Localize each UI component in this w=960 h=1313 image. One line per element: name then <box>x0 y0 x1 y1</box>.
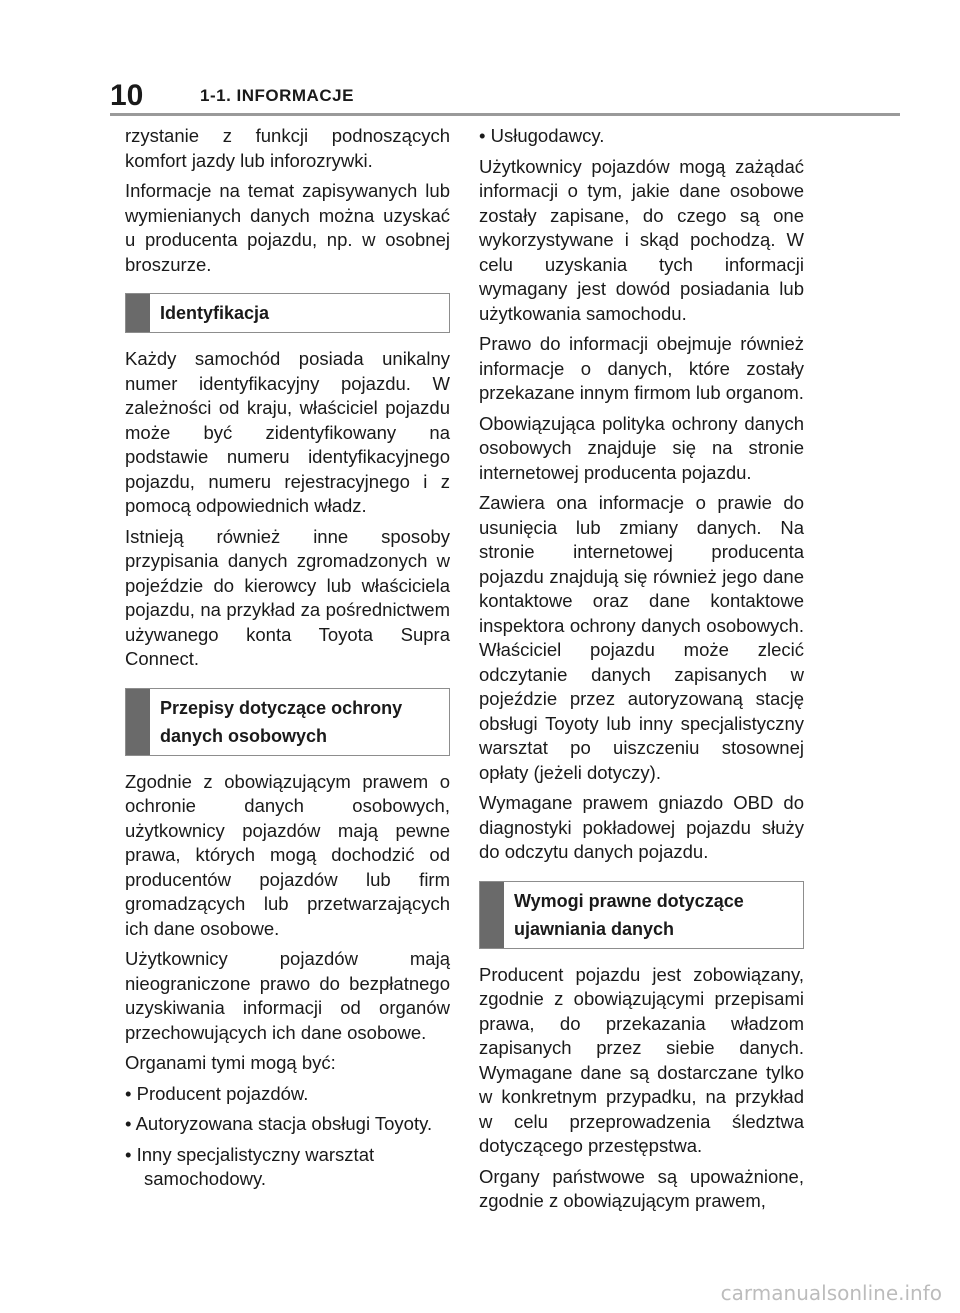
heading-text: Wymogi prawne dotyczące ujawniania danych <box>514 890 744 939</box>
paragraph: Zawiera ona informacje o prawie do usunięcia lub zmiany danych. Na stronie internetowej producenta pojazdu znajdują się również jego dane kontaktowe oraz dane kontaktowe inspektora ochrony danych osobowych. Właściciel pojazdu może zlecić odczytanie danych zapisanych w pojeździe przez autoryzowaną stację obsługi Toyoty lub inny specjalistyczny warsztat po uiszczeniu stosownej opłaty (jeżeli dotyczy). <box>479 492 804 783</box>
left-column <box>125 124 450 1198</box>
page-header <box>110 78 900 118</box>
section-heading-identyfikacja <box>125 293 450 333</box>
paragraph: Obowiązująca polityka ochrony danych osobowych znajduje się na stronie internetowej producenta pojazdu. <box>479 412 804 483</box>
right-column <box>479 124 804 1220</box>
paragraph: Istnieją również inne sposoby przypisania danych zgromadzonych w pojeździe do kierowcy lub właściciela pojazdu, na przykład za pośrednictwem używanego konta Toyota Supra Connect. <box>125 525 450 669</box>
paragraph: Informacje na temat zapisywanych lub wymienianych danych można uzyskać u producenta pojazdu, np. w osobnej broszurze. <box>125 180 450 275</box>
paragraph: Każdy samochód posiada unikalny numer identyfikacyjny pojazdu. W zależności od kraju, właściciel pojazdu może być zidentyfikowany na podstawie numeru identyfikacyjnego pojazdu, numeru rejestracyjnego i z pomocą odpowiednich władz. <box>125 348 450 516</box>
section-title: 1-1. INFORMACJE <box>200 86 354 105</box>
header-divider <box>110 113 900 116</box>
list-item: • Autoryzowana stacja obsługi Toyoty. <box>125 1113 433 1134</box>
paragraph: Wymagane prawem gniazdo OBD do diagnostyki pokładowej pojazdu służy do odczytu danych pojazdu. <box>479 792 804 862</box>
paragraph: Zgodnie z obowiązującym prawem o ochronie danych osobowych, użytkownicy pojazdów mają pewne prawa, których mogą dochodzić od producentów pojazdów lub firm gromadzących lub przetwarzających ich dane osobowe. <box>125 770 450 939</box>
list-item: • Usługodawcy. <box>479 125 605 146</box>
paragraph: Użytkownicy pojazdów mają nieograniczone prawo do bezpłatnego uzyskiwania informacji od organów przechowujących ich dane osobowe. <box>125 948 450 1043</box>
paragraph: Organami tymi mogą być: <box>125 1052 336 1073</box>
heading-bar <box>126 689 150 755</box>
paragraph: Organy państwowe są upoważnione, zgodnie z obowiązującym prawem, <box>479 1165 804 1211</box>
heading-bar <box>480 882 504 948</box>
heading-text: Identyfikacja <box>160 303 270 323</box>
paragraph: rzystanie z funkcji podnoszących komfort jazdy lub inforozrywki. <box>125 125 450 171</box>
section-heading-wymogi <box>479 881 804 949</box>
paragraph: Prawo do informacji obejmuje również informacje o danych, które zostały przekazane innym firmom lub organom. <box>479 333 804 403</box>
watermark: carmanualsonline.info <box>720 1281 942 1305</box>
list-item: • Inny specjalistyczny warsztat samochodowy. <box>125 1143 375 1189</box>
list-item: • Producent pojazdów. <box>125 1082 309 1104</box>
heading-text: Przepisy dotyczące ochrony danych osobowych <box>160 697 403 746</box>
heading-bar <box>126 294 150 332</box>
page-number: 10 <box>110 79 144 112</box>
paragraph: Producent pojazdu jest zobowiązany, zgodnie z obowiązującymi przepisami prawa, do przekazania władzom zapisanych przez siebie danych. Wymagane dane są dostarczane tylko w konkretnym przypadku, na przykład w celu przeprowadzenia śledztwa dotyczącego przestępstwa. <box>479 963 804 1156</box>
paragraph: Użytkownicy pojazdów mogą zażądać informacji o tym, jakie dane osobowe zostały zapisane, do czego są one wykorzystywane i skąd pochodzą. W celu uzyskania tych informacji wymagany jest dowód posiadania lub użytkowania samochodu. <box>479 155 804 324</box>
section-heading-przepisy <box>125 688 450 756</box>
